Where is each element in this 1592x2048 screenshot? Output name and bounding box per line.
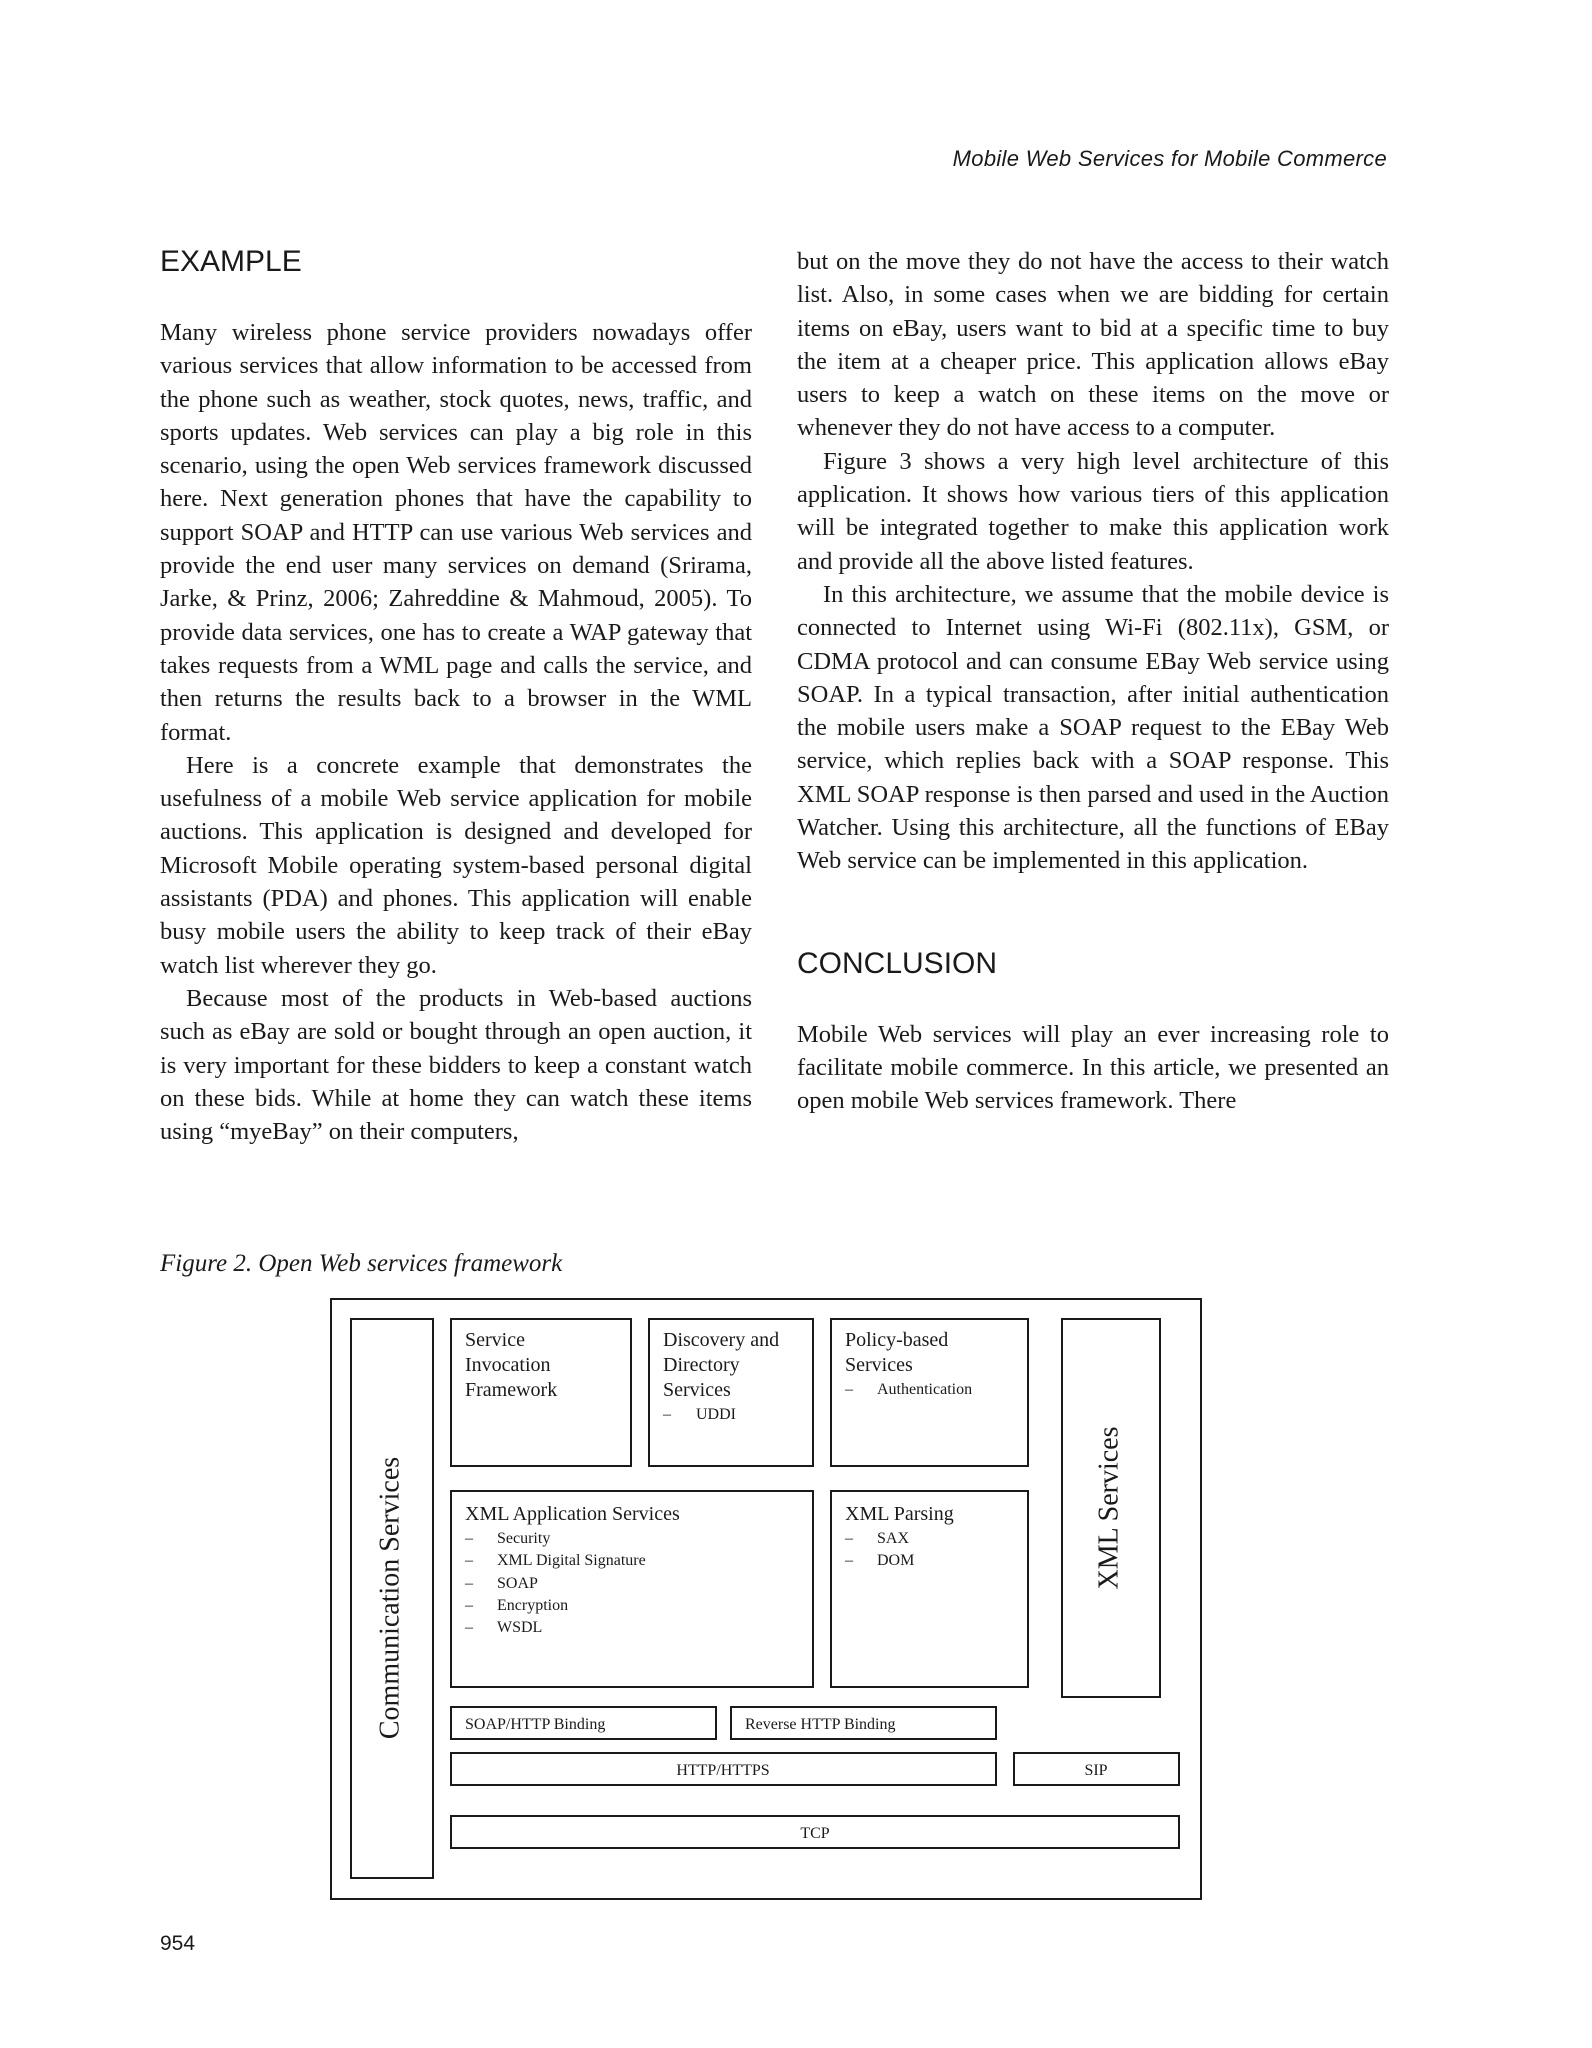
tcp-label: TCP — [800, 1825, 830, 1842]
xml-app-item-2: XML Digital Signature — [497, 1552, 646, 1569]
discovery-title-line-2: Directory — [663, 1354, 740, 1376]
discovery-title-line-3: Services — [663, 1379, 731, 1401]
framework-diagram — [330, 1298, 1202, 1900]
right-paragraph-3: In this architecture, we assume that the mobile device is connected to Internet using Wi-Fi (802.11x), GSM, or CDMA protocol and can consume EBay Web service using SOAP. In a typical transaction, after initial authentication the mobile users make a SOAP request to the EBay Web service, which replies back with a SOAP response. This XML SOAP response is then parsed and used in the Auction Watcher. Using this architecture, all the functions of EBay Web service can be implemented in this application. — [797, 580, 1389, 875]
service-invocation-line-1: Service — [465, 1329, 525, 1351]
xml-app-item-3: SOAP — [497, 1575, 538, 1592]
page-number: 954 — [160, 1932, 196, 1955]
dash-icon: – — [465, 1552, 473, 1569]
dash-icon: – — [465, 1530, 473, 1547]
xml-parsing-title: XML Parsing — [845, 1503, 954, 1525]
service-invocation-line-2: Invocation — [465, 1354, 551, 1376]
dash-icon: – — [465, 1597, 473, 1614]
left-column — [160, 245, 752, 1148]
dash-icon: – — [465, 1619, 473, 1636]
example-heading: EXAMPLE — [160, 245, 302, 278]
example-paragraph-3: Because most of the products in Web-based auctions such as eBay are sold or bought through an open auction, it is very important for these bidders to keep a constant watch on these bids. While at home they can watch these items using “myeBay” on their computers, — [160, 984, 752, 1146]
running-header: Mobile Web Services for Mobile Commerce — [952, 146, 1387, 171]
soap-http-binding-label: SOAP/HTTP Binding — [465, 1716, 606, 1733]
xml-parsing-item-2: DOM — [877, 1552, 915, 1569]
xml-app-services-title: XML Application Services — [465, 1503, 680, 1525]
policy-item: Authentication — [877, 1381, 973, 1398]
xml-app-item-4: Encryption — [497, 1597, 569, 1614]
xml-services-label: XML Services — [1093, 1426, 1125, 1590]
dash-icon: – — [845, 1381, 853, 1398]
conclusion-paragraph: Mobile Web services will play an ever increasing role to facilitate mobile commerce. In this article, we presented an open mobile Web services framework. There — [797, 1020, 1389, 1115]
reverse-http-binding-label: Reverse HTTP Binding — [745, 1716, 896, 1733]
dash-icon: – — [465, 1575, 473, 1592]
discovery-title-line-1: Discovery and — [663, 1329, 780, 1351]
right-column — [797, 245, 1389, 1118]
example-paragraph-2: Here is a concrete example that demonstrates the usefulness of a mobile Web service application for mobile auctions. This application is designed and developed for Microsoft Mobile operating system-based personal digital assistants (PDA) and phones. This application will enable busy mobile users the ability to keep track of their eBay watch list wherever they go. — [160, 751, 752, 979]
right-paragraph-2: Figure 3 shows a very high level architecture of this application. It shows how various tiers of this application will be integrated together to make this application work and provide all the above listed features. — [797, 447, 1389, 575]
figure-frame — [331, 1299, 1201, 1899]
policy-title-line-1: Policy-based — [845, 1329, 949, 1351]
service-invocation-line-3: Framework — [465, 1379, 558, 1401]
dash-icon: – — [845, 1552, 853, 1569]
xml-parsing-item-1: SAX — [877, 1530, 910, 1547]
xml-app-item-5: WSDL — [497, 1619, 543, 1636]
discovery-item: UDDI — [696, 1406, 736, 1423]
policy-title-line-2: Services — [845, 1354, 913, 1376]
communication-services-label: Communication Services — [374, 1456, 406, 1740]
conclusion-heading: CONCLUSION — [797, 946, 998, 980]
xml-app-item-1: Security — [497, 1530, 551, 1547]
figure-caption: Figure 2. Open Web services framework — [160, 1250, 563, 1277]
right-paragraph-1: but on the move they do not have the access to their watch list. Also, in some cases when we are bidding for certain items on eBay, users want to bid at a specific time to buy the item at a cheaper price. This application allows eBay users to keep a watch on these items on the move or whenever they do not have access to a computer. — [797, 248, 1389, 442]
dash-icon: – — [845, 1530, 853, 1547]
example-paragraph-1: Many wireless phone service providers nowadays offer various services that allow information to be accessed from the phone such as weather, stock quotes, news, traffic, and sports updates. Web services can play a big role in this scenario, using the open Web services framework discussed here. Next generation phones that have the capability to support SOAP and HTTP can use various Web services and provide the end user many services on demand (Srirama, Jarke, & Prinz, 2006; Zahreddine & Mahmoud, 2005). To provide data services, one has to create a WAP gateway that takes requests from a WML page and calls the service, and then returns the results back to a browser in the WML format. — [160, 319, 752, 746]
http-https-label: HTTP/HTTPS — [676, 1762, 770, 1779]
dash-icon: – — [663, 1406, 671, 1423]
sip-label: SIP — [1084, 1762, 1108, 1779]
